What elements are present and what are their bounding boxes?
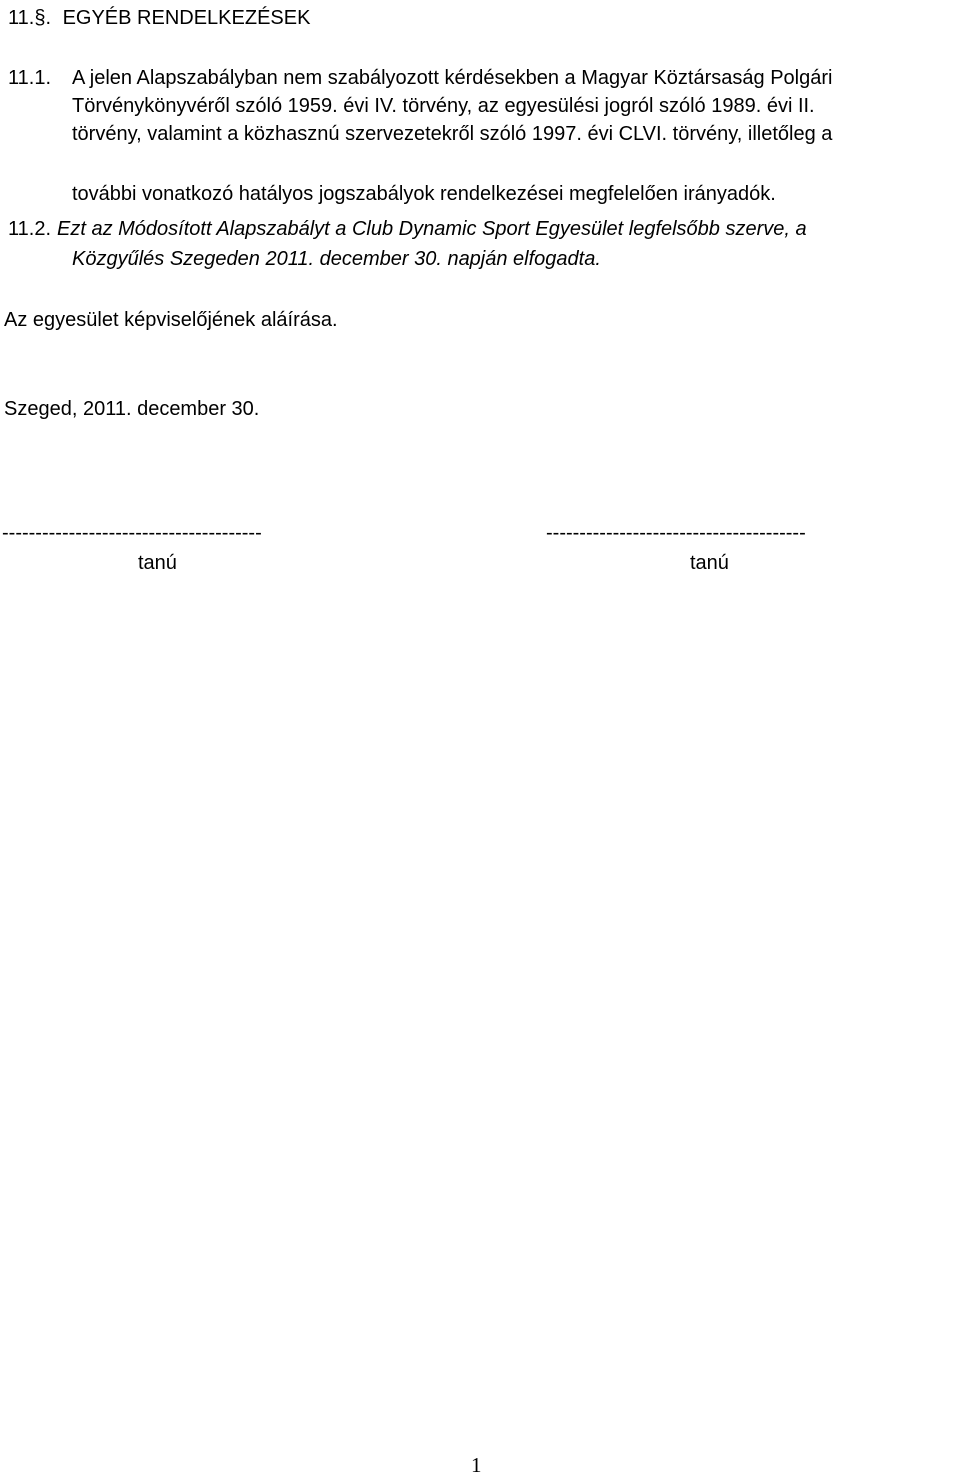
paragraph-11-2-line-2: Közgyűlés Szegeden 2011. december 30. napján elfogadta. xyxy=(72,248,601,270)
paragraph-11-2-number: 11.2. xyxy=(8,218,51,240)
witness-signature-line-left: --------------------------------------- xyxy=(2,522,262,544)
paragraph-11-1-number: 11.1. xyxy=(8,67,51,89)
paragraph-11-1-text-1: A jelen Alapszabályban nem szabályozott kérdésekben a Magyar Köztársaság Polgári xyxy=(72,67,833,89)
paragraph-11-1-line-3: törvény, valamint a közhasznú szervezetekről szóló 1997. évi CLVI. törvény, illetőleg a xyxy=(72,123,833,145)
paragraph-11-1-line-4: további vonatkozó hatályos jogszabályok rendelkezései megfelelően irányadók. xyxy=(72,183,776,205)
witness-label-left: tanú xyxy=(138,552,177,574)
page-number: 1 xyxy=(471,1453,482,1477)
paragraph-11-2-text-1: Ezt az Módosított Alapszabályt a Club Dynamic Sport Egyesület legfelsőbb szerve, a xyxy=(57,218,807,240)
place-and-date: Szeged, 2011. december 30. xyxy=(4,398,260,420)
witness-label-right: tanú xyxy=(690,552,729,574)
representative-signature-label: Az egyesület képviselőjének aláírása. xyxy=(4,309,338,331)
paragraph-11-1-line-2: Törvénykönyvéről szóló 1959. évi IV. törvény, az egyesülési jogról szóló 1989. évi II. xyxy=(72,95,815,117)
paragraph-11-1-line-1 xyxy=(8,65,832,91)
section-heading-title: EGYÉB RENDELKEZÉSEK xyxy=(62,7,311,29)
section-heading-number: 11.§. xyxy=(8,7,51,29)
section-heading xyxy=(8,5,310,31)
witness-signature-line-right: --------------------------------------- xyxy=(546,522,806,544)
paragraph-11-2-line-1 xyxy=(8,216,807,242)
